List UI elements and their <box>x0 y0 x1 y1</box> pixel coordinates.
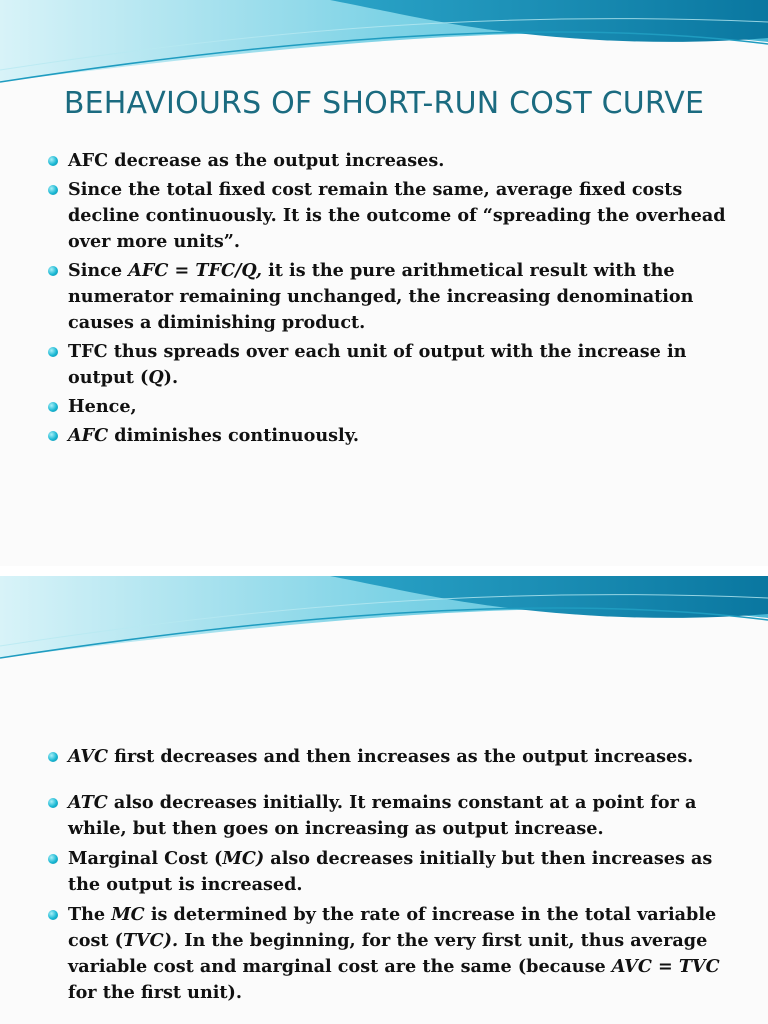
header-wave-decoration <box>0 576 768 666</box>
bullet-list <box>48 744 748 1010</box>
bullet-icon <box>48 752 58 762</box>
slide-title: BEHAVIOURS OF SHORT-RUN COST CURVE <box>63 86 705 121</box>
bullet-icon <box>48 347 58 357</box>
list-item: AFC diminishes continuously. <box>48 423 748 449</box>
bullet-list <box>48 148 748 452</box>
list-item: Since the total fixed cost remain the same, average fixed costs decline continuously. It is the outcome of “spreading the overhead over more units”. <box>48 177 748 255</box>
header-wave-decoration <box>0 0 768 90</box>
list-item: TFC thus spreads over each unit of output with the increase in output (Q). <box>48 339 748 391</box>
bullet-icon <box>48 156 58 166</box>
bullet-icon <box>48 185 58 195</box>
list-item: ATC also decreases initially. It remains constant at a point for a while, but then goes on increasing as output increase. <box>48 790 748 842</box>
bullet-icon <box>48 798 58 808</box>
list-item: The MC is determined by the rate of increase in the total variable cost (TVC). In the beginning, for the very first unit, thus average variable cost and marginal cost are the same (because AVC = TVC for the first unit). <box>48 902 748 1006</box>
list-item: Marginal Cost (MC) also decreases initially but then increases as the output is increased. <box>48 846 748 898</box>
list-item: Since AFC = TFC/Q, it is the pure arithmetical result with the numerator remaining unchanged, the increasing denomination causes a diminishing product. <box>48 258 748 336</box>
bullet-icon <box>48 402 58 412</box>
list-item: AFC decrease as the output increases. <box>48 148 748 174</box>
list-item: AVC first decreases and then increases as the output increases. <box>48 744 748 770</box>
slide-separator <box>0 566 768 576</box>
bullet-icon <box>48 910 58 920</box>
list-item: Hence, <box>48 394 748 420</box>
bullet-icon <box>48 854 58 864</box>
bullet-icon <box>48 431 58 441</box>
bullet-icon <box>48 266 58 276</box>
